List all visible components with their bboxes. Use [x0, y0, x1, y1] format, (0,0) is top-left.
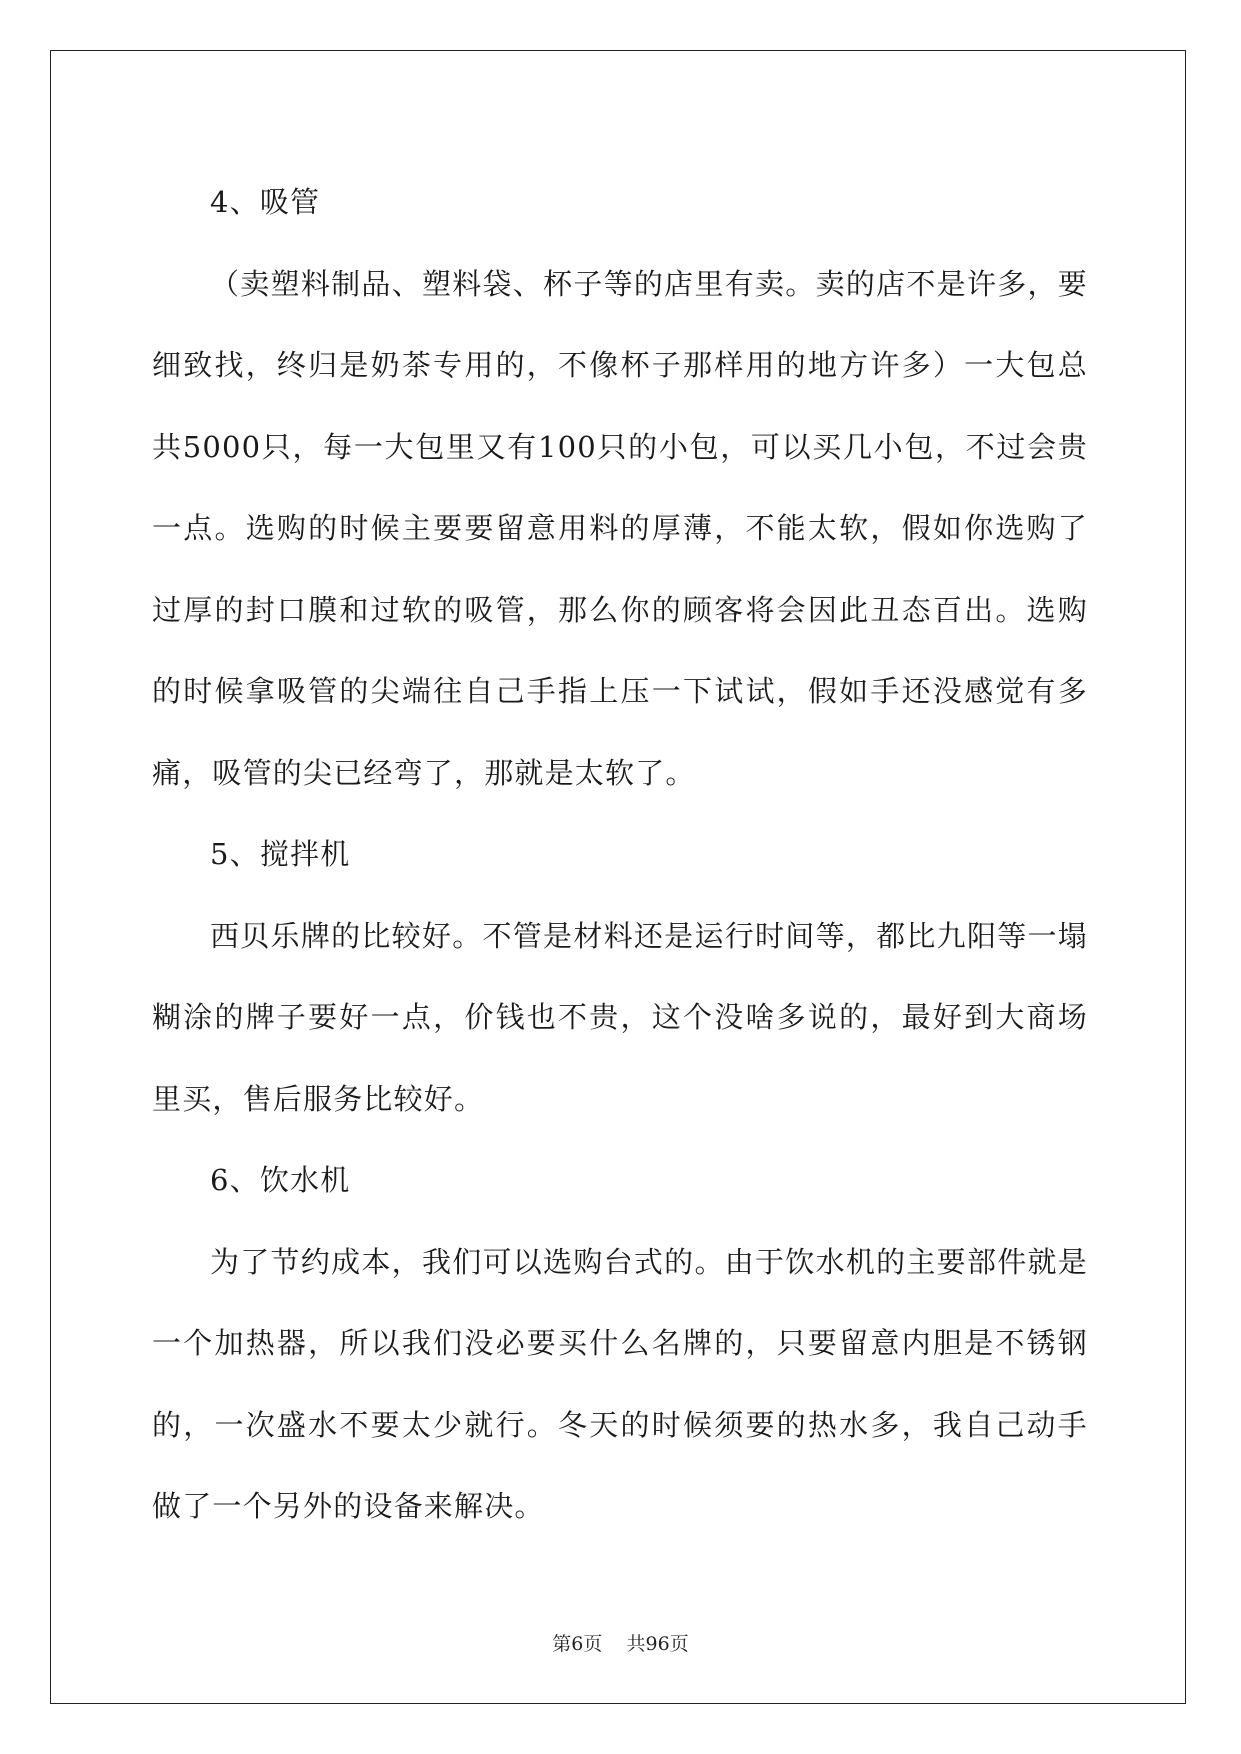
section-heading-straw: 4、吸管 [210, 185, 321, 219]
document-body [152, 162, 1088, 1548]
page-footer [0, 1629, 1241, 1656]
paragraph-straw: （卖塑料制品、塑料袋、杯子等的店里有卖。卖的店不是许多，要细致找，终归是奶茶专用的，不像杯子那样用的地方许多）一大包总共5000只，每一大包里又有100只的小包，可以买几小包，不过会贵一点。选购的时候主要要留意用料的厚薄，不能太软，假如你选购了过厚的封口膜和过软的吸管，那么你的顾客将会因此丑态百出。选购的时候拿吸管的尖端往自己手指上压一下试试，假如手还没感觉有多痛，吸管的尖已经弯了，那就是太软了。 [152, 266, 1088, 790]
page-number: 第6页 [552, 1633, 603, 1655]
paragraph-blender: 西贝乐牌的比较好。不管是材料还是运行时间等，都比九阳等一塌糊涂的牌子要好一点，价钱也不贵，这个没啥多说的，最好到大商场里买，售后服务比较好。 [152, 918, 1088, 1116]
page-total: 共96页 [626, 1633, 689, 1655]
section-heading-water-dispenser: 6、饮水机 [210, 1163, 351, 1197]
paragraph-water-dispenser: 为了节约成本，我们可以选购台式的。由于饮水机的主要部件就是一个加热器，所以我们没必要买什么名牌的，只要留意内胆是不锈钢的，一次盛水不要太少就行。冬天的时候须要的热水多，我自己动手做了一个另外的设备来解决。 [152, 1244, 1088, 1523]
section-heading-blender: 5、搅拌机 [210, 837, 351, 871]
